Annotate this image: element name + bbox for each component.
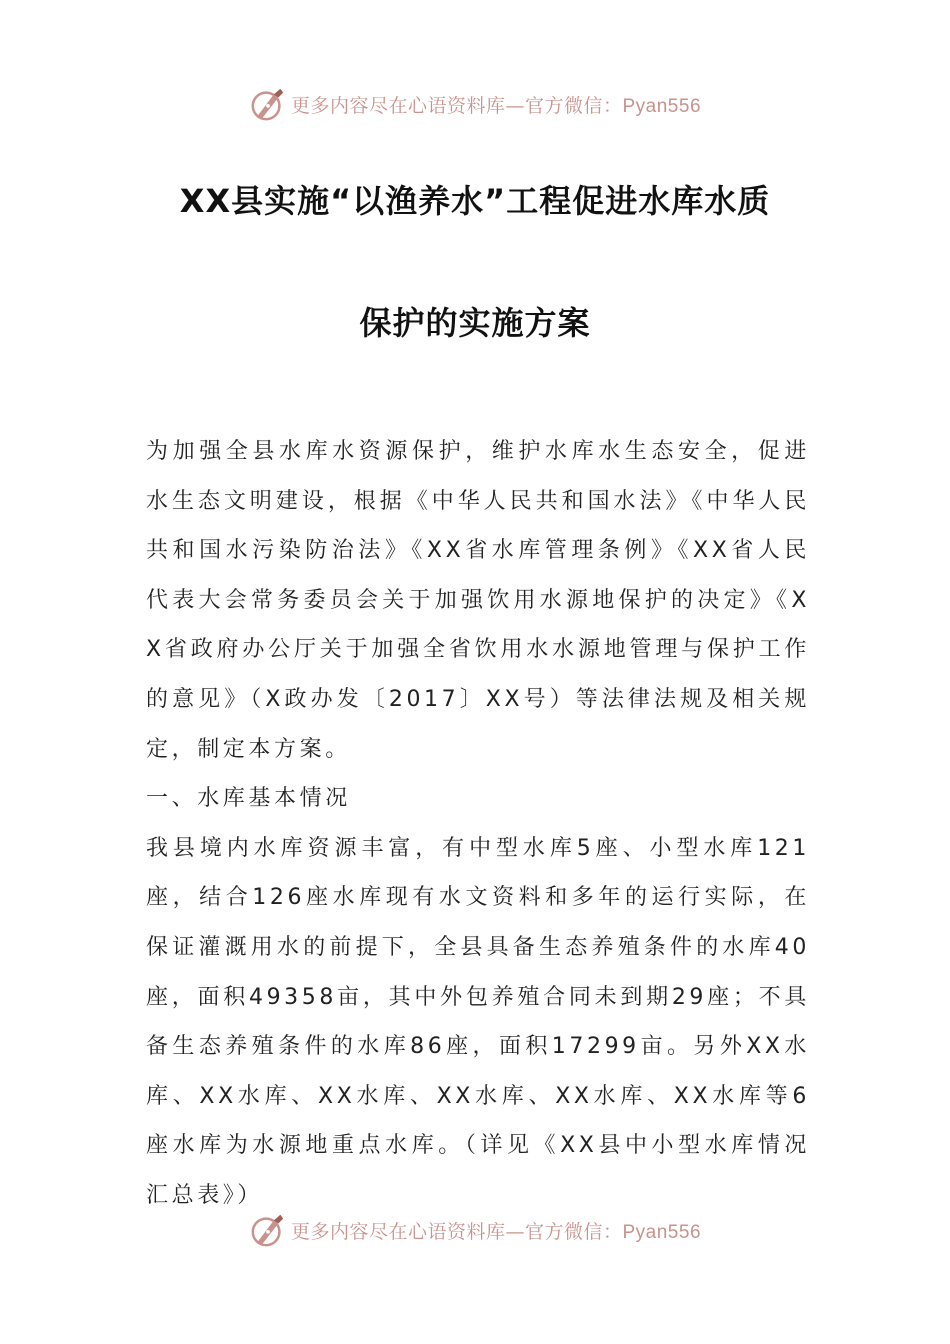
section-heading: 一、水库基本情况	[146, 786, 351, 812]
document-body	[146, 427, 810, 1221]
pen-nib-circle-icon	[249, 1211, 287, 1249]
document-title-line-1: XX县实施“以渔养水”工程促进水库水质	[179, 182, 771, 220]
banner-text: 更多内容尽在心语资料库—官方微信：Pyan556	[290, 1220, 702, 1243]
wechat-id: Pyan556	[622, 95, 702, 117]
section-paragraph: 我县境内水库资源丰富，有中型水库5座、小型水库121座，结合126座水库现有水文资料和多年的运行实际，在保证灌溉用水的前提下，全县具备生态养殖条件的水库40座，面积49358亩，其中外包养殖合同未到期29座；不具备生态养殖条件的水库86座，面积17299亩。另外XX水库、XX水库、XX水库、XX水库、XX水库、XX水库等6座水库为水源地重点水库。（详见《XX县中小型水库情况汇总表》）	[146, 835, 810, 1208]
header-banner	[0, 84, 950, 124]
wechat-id: Pyan556	[622, 1221, 702, 1243]
footer-banner	[0, 1210, 950, 1250]
banner-text: 更多内容尽在心语资料库—官方微信：Pyan556	[290, 94, 702, 117]
document-title-line-2: 保护的实施方案	[359, 304, 591, 342]
pen-nib-circle-icon	[249, 85, 287, 123]
intro-paragraph: 为加强全县水库水资源保护，维护水库水生态安全，促进水生态文明建设，根据《中华人民共和国水法》《中华人民共和国水污染防治法》《XX省水库管理条例》《XX省人民代表大会常务委员会关于加强饮用水源地保护的决定》《XX省政府办公厅关于加强全省饮用水水源地管理与保护工作的意见》（X政办发〔2017〕XX号）等法律法规及相关规定，制定本方案。	[146, 439, 810, 762]
